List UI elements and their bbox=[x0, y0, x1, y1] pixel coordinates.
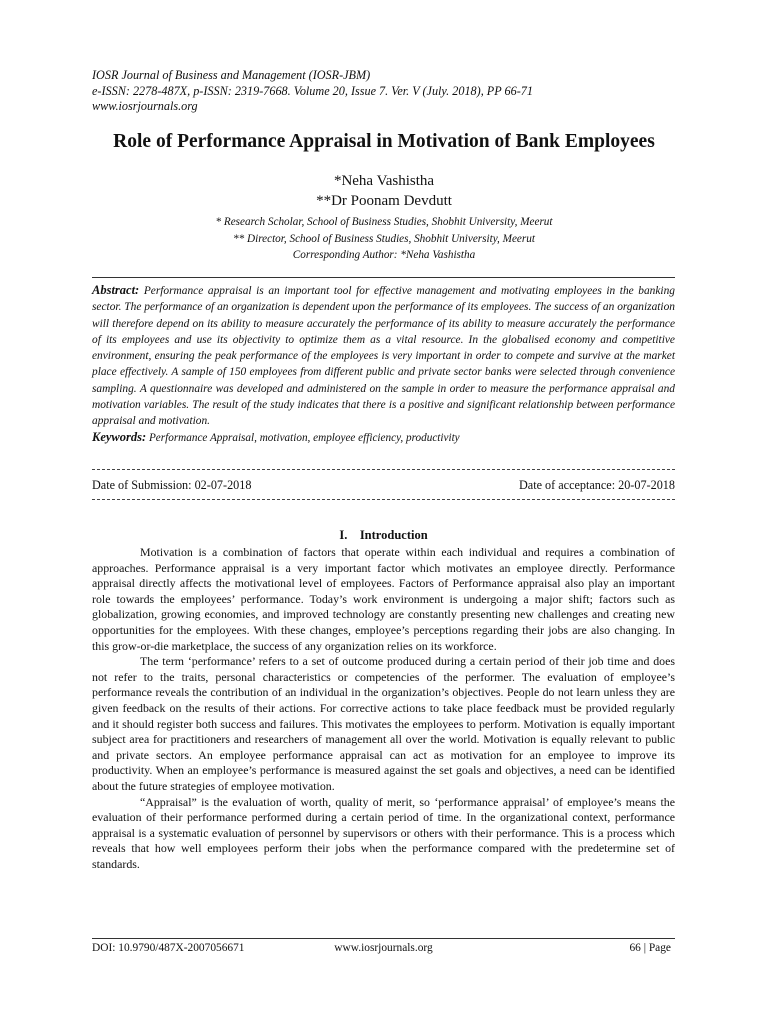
footer-rule bbox=[92, 938, 675, 939]
keywords-text: Performance Appraisal, motivation, employee efficiency, productivity bbox=[146, 431, 460, 444]
dashed-divider-top bbox=[92, 469, 675, 473]
paper-title: Role of Performance Appraisal in Motivation of Bank Employees bbox=[113, 131, 655, 152]
body-paragraph: Motivation is a combination of factors that operate within each individual and requires a combination of approaches. Performance appraisal is a very important factor which motivates an employee directly. Performance appraisal directly affects the motivational level of employees. Factors of Performance appraisal also play an important role towards the employees’ performance. Today’s work environment is undergoing a major shift; factors such as globalization, growing economies, and improved technology are constantly presenting new challenges and creating new opportunities for the employees. With these changes, employee’s perceptions regarding their jobs are also changing. In this grow-or-die marketplace, the success of any organization relies on its workforce. bbox=[92, 545, 675, 653]
author-1: *Neha Vashistha bbox=[333, 173, 435, 189]
abstract-label: Abstract: bbox=[92, 283, 140, 297]
section-heading: I. Introduction bbox=[339, 528, 428, 542]
keywords bbox=[92, 430, 675, 446]
abstract-section bbox=[92, 277, 675, 446]
affiliation-2: ** Director, School of Business Studies, Shobhit University, Meerut bbox=[233, 233, 535, 245]
corresponding-author: Corresponding Author: *Neha Vashistha bbox=[292, 249, 476, 261]
footer-page-number: 66 | Page bbox=[629, 942, 671, 954]
section-body bbox=[92, 545, 675, 872]
acceptance-date: Date of acceptance: 20-07-2018 bbox=[519, 478, 675, 492]
journal-header bbox=[92, 68, 682, 115]
affiliation-1: * Research Scholar, School of Business Studies, Shobhit University, Meerut bbox=[215, 216, 553, 228]
body-paragraph: “Appraisal” is the evaluation of worth, quality of merit, so ‘performance appraisal’ of employee’s means the evaluation of their performance performed during a certain period of time. In the organizational context, performance appraisal is a systematic evaluation of personnel by supervisors or others with their performance. This is a process which reveals that how well employees perform their jobs when the performance compared with the predetermine set of standards. bbox=[92, 794, 675, 871]
journal-website: www.iosrjournals.org bbox=[92, 99, 198, 113]
abstract-top-rule bbox=[92, 277, 675, 278]
footer-website: www.iosrjournals.org bbox=[334, 942, 433, 954]
keywords-label: Keywords: bbox=[92, 429, 147, 444]
dashed-divider-bottom bbox=[92, 499, 675, 503]
journal-name: IOSR Journal of Business and Management (IOSR-JBM) bbox=[92, 68, 371, 82]
abstract bbox=[92, 282, 675, 430]
submission-date: Date of Submission: 02-07-2018 bbox=[92, 478, 252, 492]
footer-doi: DOI: 10.9790/487X-2007056671 bbox=[92, 942, 245, 954]
body-paragraph: The term ‘performance’ refers to a set of outcome produced during a certain period of their job time and does not refer to the traits, personal characteristics or competencies of the performer. The evaluation of employee’s performance reveals the contribution of an individual in the organization’s objectives. People do not learn unless they are given feedback on the results of their actions. For corrective actions to take place feedback must be provided regularly and it should register both success and failures. This motivates the employees to perform. Motivation is equally important subject area for practitioners and researchers of management all over the world. Motivation is equally relevant to public and private sectors. An employee performance appraisal can act as motivation for an employee to improve its productivity. When an employee’s performance is measured against the set goals and objectives, a need can be identified about the future strategies of employee motivation. bbox=[92, 654, 675, 793]
abstract-text: Performance appraisal is an important tool for effective management and motivating employees in the banking sector. The performance of an organization is dependent upon the performance of its employees. The success of an organization will therefore depend on its ability to measure accurately the performance of its ability to measure accurately the performance of its employees and use its objectivity to optimize them as a vital resource. In the globalised economy and competitive environment, ensuring the peak performance of the employees is very important in order to compete and survive at the market place effectively. A sample of 150 employees from different public and private sector banks were selected through convenience sampling. A questionnaire was developed and administered on the sample in order to measure the performance appraisal and motivation variables. The result of the study indicates that there is a positive and significant relationship between performance appraisal and motivation. bbox=[92, 285, 675, 428]
journal-issn: e-ISSN: 2278-487X, p-ISSN: 2319-7668. Volume 20, Issue 7. Ver. V (July. 2018), PP 66-71 bbox=[92, 83, 533, 98]
author-2: **Dr Poonam Devdutt bbox=[316, 193, 452, 209]
dates-row bbox=[92, 478, 675, 493]
